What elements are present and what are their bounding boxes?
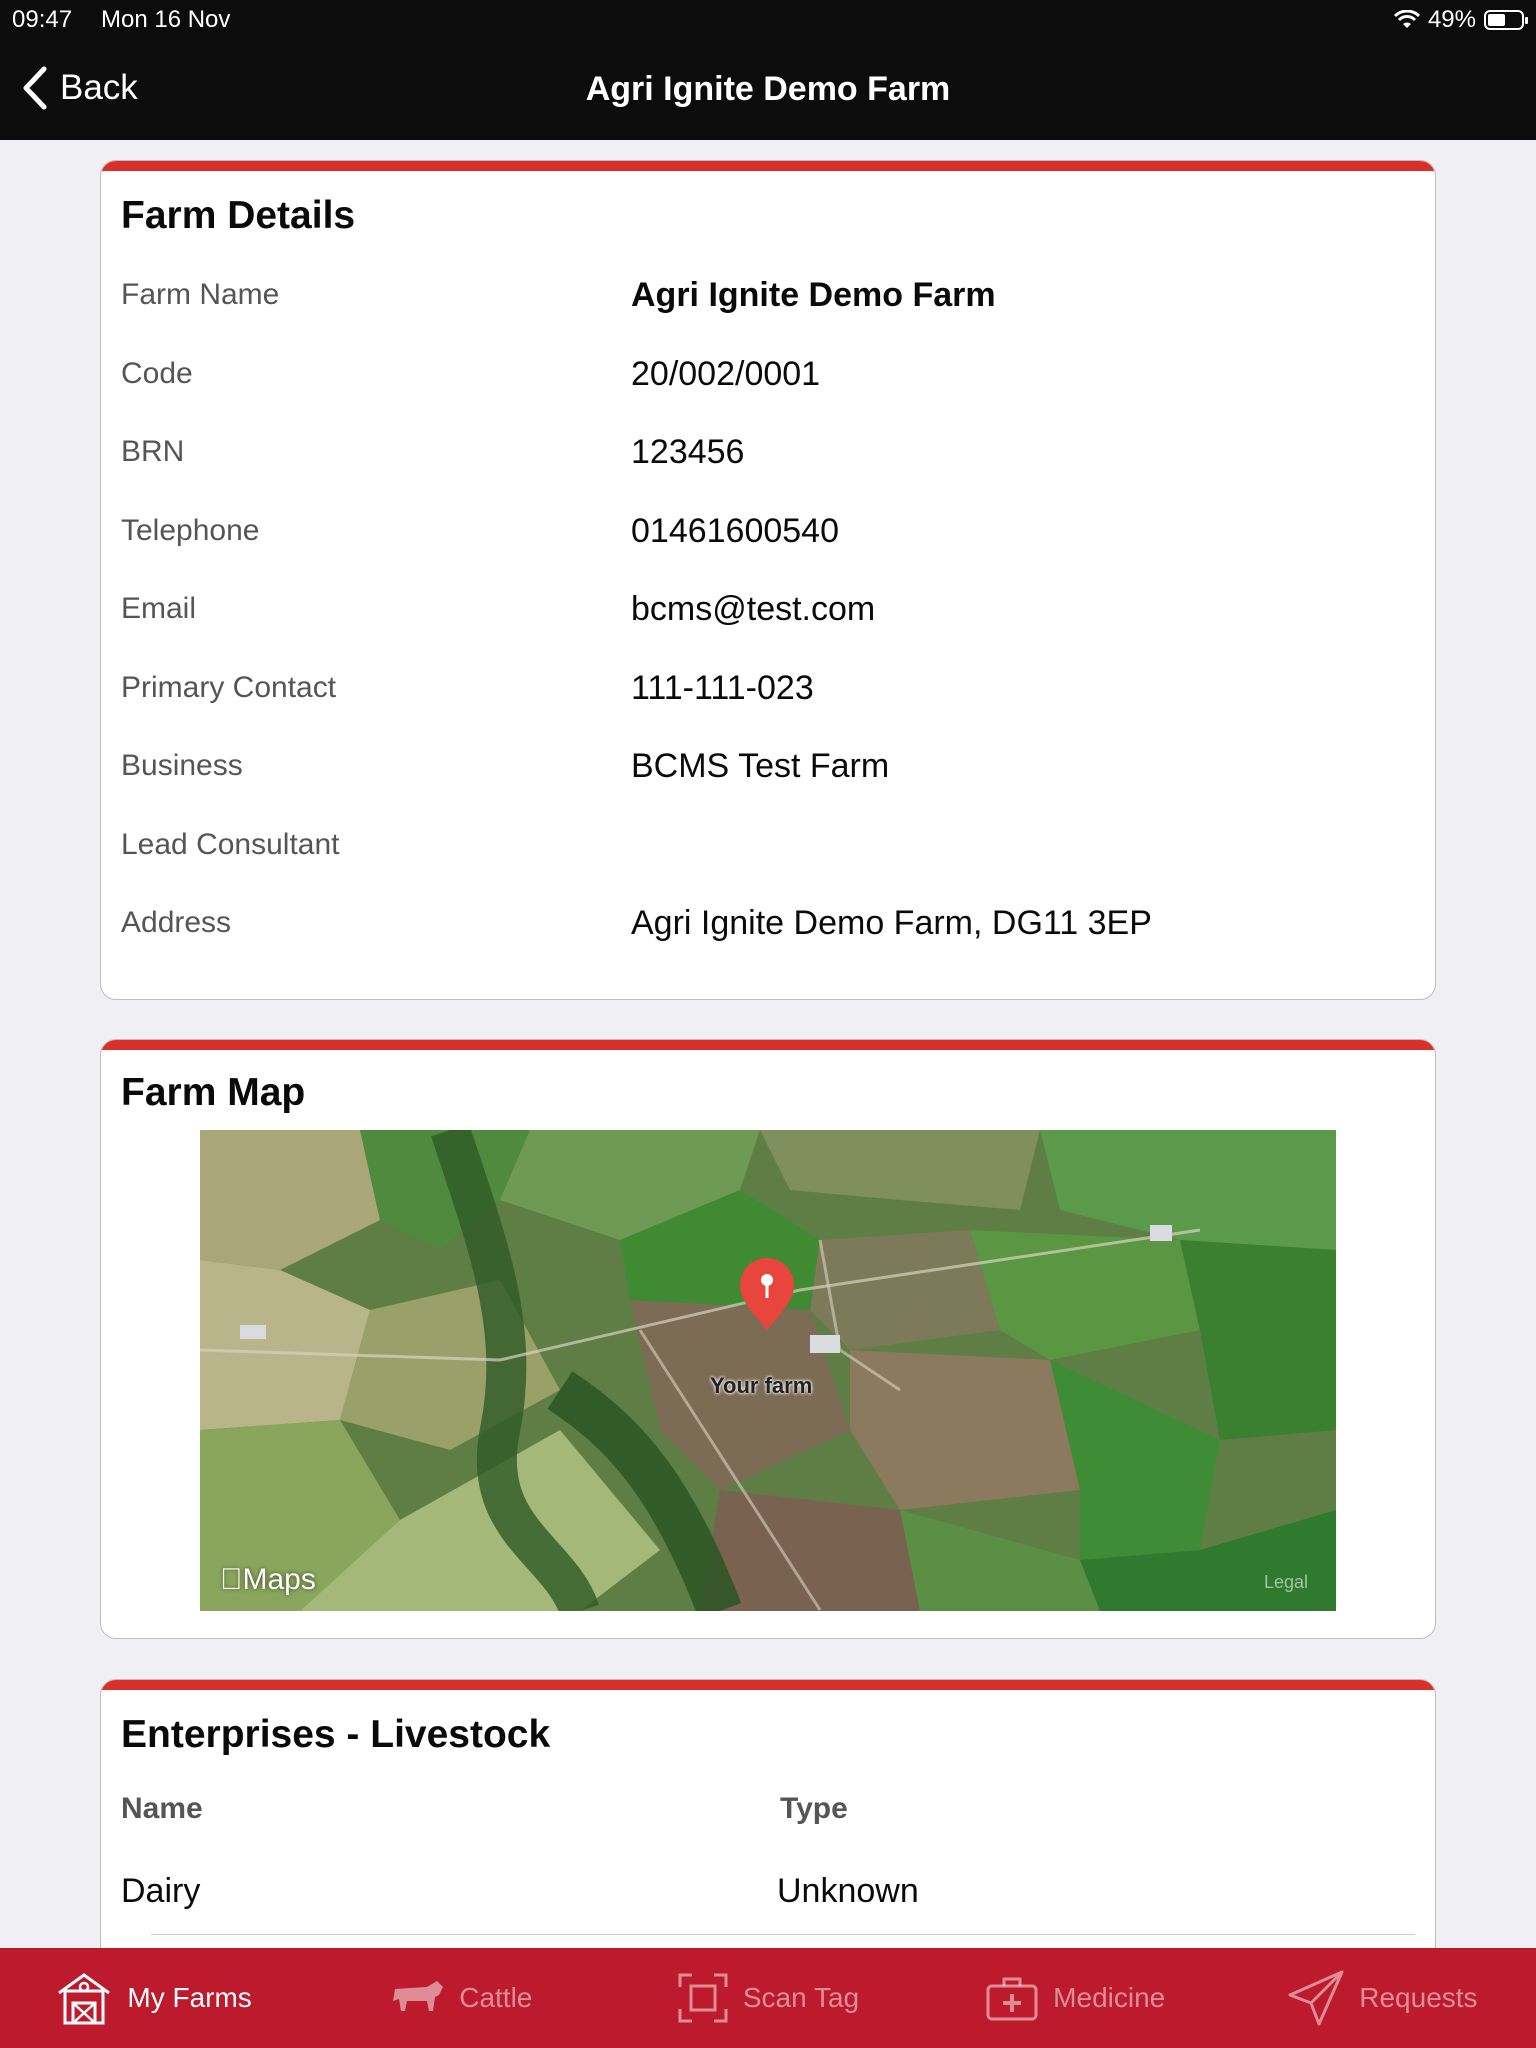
- enterprise-type: Unknown: [777, 1872, 919, 1910]
- detail-row-code: [121, 347, 1415, 407]
- status-time: 09:47: [12, 6, 73, 33]
- tab-my-farms[interactable]: [0, 1948, 307, 2048]
- detail-row-primary-contact: [121, 661, 1415, 721]
- farm-map[interactable]: [200, 1130, 1336, 1611]
- pin-label: Your farm: [710, 1373, 813, 1398]
- tab-label: My Farms: [127, 1982, 252, 2013]
- detail-label: Code: [121, 357, 193, 390]
- detail-value: BCMS Test Farm: [631, 747, 890, 785]
- paper-plane-icon: [1287, 1969, 1345, 2027]
- detail-row-farm-name: [121, 268, 1415, 328]
- detail-label: Business: [121, 749, 243, 782]
- detail-row-business: [121, 739, 1415, 799]
- detail-label: Address: [121, 906, 232, 939]
- scan-icon: [677, 1972, 729, 2024]
- tab-bar: [0, 1948, 1536, 2048]
- detail-label: Telephone: [121, 514, 260, 547]
- tab-medicine[interactable]: [922, 1948, 1229, 2048]
- barn-icon: [55, 1969, 113, 2027]
- page-title: Agri Ignite Demo Farm: [585, 70, 951, 108]
- medical-bag-icon: [985, 1974, 1039, 2022]
- wifi-icon: [1394, 10, 1420, 30]
- column-header-name: Name: [121, 1792, 203, 1825]
- detail-value: Agri Ignite Demo Farm, DG11 3EP: [631, 904, 1152, 942]
- detail-row-lead-consultant: [121, 818, 1415, 878]
- detail-row-brn: [121, 425, 1415, 485]
- detail-value[interactable]: 01461600540: [631, 512, 840, 550]
- detail-value: Agri Ignite Demo Farm: [631, 276, 996, 314]
- detail-label: Primary Contact: [121, 671, 337, 704]
- back-label: Back: [60, 68, 138, 107]
- tab-label: Requests: [1359, 1982, 1478, 2013]
- battery-icon: [1484, 10, 1524, 30]
- tab-label: Scan Tag: [742, 1982, 860, 2013]
- tab-scan-tag[interactable]: [614, 1948, 921, 2048]
- detail-row-email: [121, 582, 1415, 642]
- status-date: Mon 16 Nov: [101, 6, 231, 33]
- tab-label: Medicine: [1053, 1982, 1166, 2013]
- detail-label: Lead Consultant: [121, 828, 340, 861]
- detail-label: Farm Name: [121, 278, 280, 311]
- tab-cattle[interactable]: [307, 1948, 614, 2048]
- apple-maps-logo: Maps: [220, 1563, 294, 1596]
- legal-link[interactable]: Legal: [1263, 1572, 1308, 1592]
- cow-icon: [389, 1977, 445, 2019]
- row-divider: [151, 1934, 1415, 1935]
- top-bar: [0, 0, 1536, 140]
- farm-map-title: Farm Map: [121, 1071, 306, 1114]
- satellite-map-image: [200, 1130, 1336, 1611]
- detail-row-telephone: [121, 504, 1415, 564]
- detail-label: BRN: [121, 435, 185, 468]
- detail-label: Email: [121, 592, 197, 625]
- enterprise-name: Dairy: [121, 1872, 201, 1910]
- detail-value: 20/002/0001: [631, 355, 821, 393]
- column-header-type: Type: [780, 1792, 848, 1825]
- enterprises-title: Enterprises - Livestock: [121, 1713, 551, 1756]
- farm-map-card: [100, 1039, 1436, 1639]
- battery-percent: 49%: [1427, 6, 1476, 33]
- detail-value: 123456: [631, 433, 745, 471]
- farm-details-card: [100, 160, 1436, 1000]
- tab-requests[interactable]: [1229, 1948, 1536, 2048]
- detail-value: 111-111-023: [631, 669, 814, 707]
- detail-value[interactable]: bcms@test.com: [631, 590, 876, 628]
- tab-label: Cattle: [459, 1982, 533, 2013]
- farm-details-title: Farm Details: [121, 194, 356, 237]
- detail-row-address: [121, 896, 1415, 956]
- status-indicators: [1394, 6, 1524, 34]
